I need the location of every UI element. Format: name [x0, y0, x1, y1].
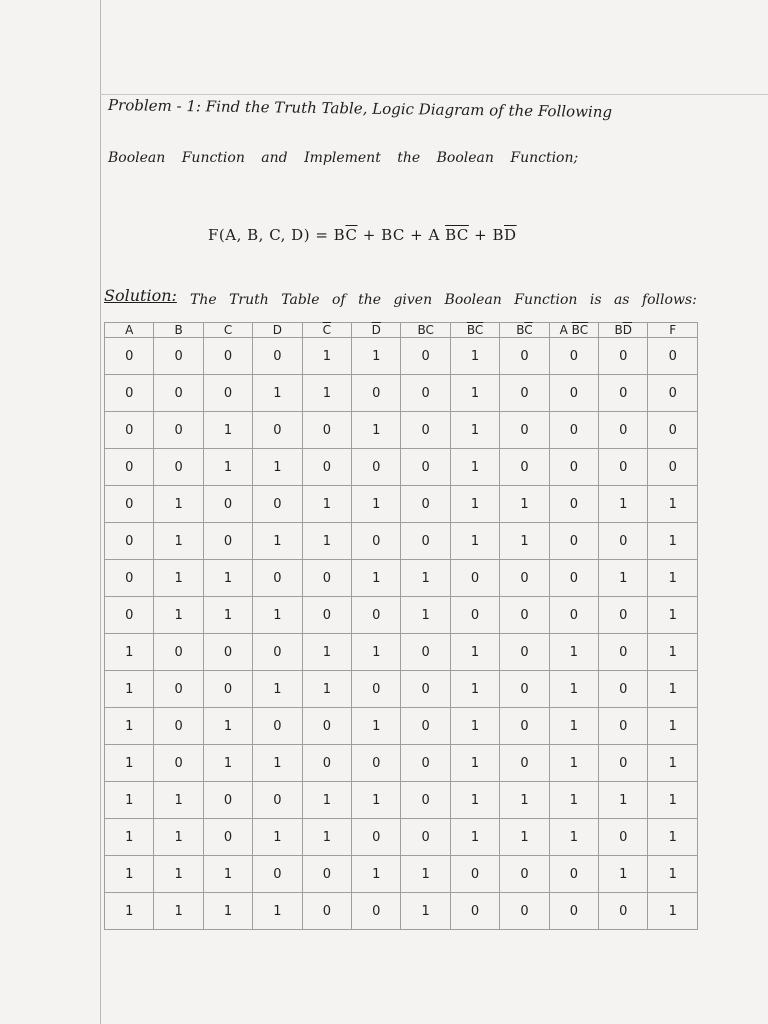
- column-header-complement-text: $\overline{D}$: [371, 323, 381, 337]
- table-cell: 0: [401, 671, 450, 708]
- table-cell: 1: [302, 782, 351, 819]
- table-cell: 1: [352, 708, 401, 745]
- table-cell: 1: [450, 338, 499, 375]
- table-cell: 0: [352, 893, 401, 930]
- column-header: [253, 323, 302, 338]
- table-cell: 0: [302, 412, 351, 449]
- column-header-complement-text: $\overline{C}$: [524, 323, 533, 337]
- table-cell: 1: [549, 782, 598, 819]
- table-cell: 0: [401, 412, 450, 449]
- table-cell: 0: [352, 671, 401, 708]
- table-cell: 1: [648, 560, 698, 597]
- table-row: [105, 782, 698, 819]
- table-cell: 0: [500, 560, 549, 597]
- table-cell: 0: [401, 634, 450, 671]
- table-cell: 1: [302, 671, 351, 708]
- table-cell: 0: [253, 560, 302, 597]
- table-cell: 0: [599, 893, 648, 930]
- problem-statement-line-2: Boolean Function and Implement the Boolean Function;: [108, 150, 579, 166]
- table-cell: 1: [500, 523, 549, 560]
- table-cell: 0: [549, 338, 598, 375]
- table-cell: 1: [302, 486, 351, 523]
- table-cell: 0: [599, 708, 648, 745]
- table-row: [105, 819, 698, 856]
- table-cell: 1: [105, 819, 154, 856]
- table-cell: 0: [302, 449, 351, 486]
- table-cell: 1: [648, 856, 698, 893]
- table-cell: 1: [253, 745, 302, 782]
- table-cell: 1: [203, 745, 252, 782]
- problem-statement-line-1: Problem - 1: Find the Truth Table, Logic Diagram of the Following: [107, 96, 613, 122]
- table-cell: 1: [648, 893, 698, 930]
- table-cell: 1: [105, 745, 154, 782]
- table-cell: 1: [401, 560, 450, 597]
- formula-term-1: B: [333, 226, 346, 244]
- table-cell: 1: [450, 745, 499, 782]
- table-cell: 0: [154, 745, 203, 782]
- table-cell: 1: [105, 671, 154, 708]
- table-cell: 1: [549, 819, 598, 856]
- table-cell: 1: [401, 856, 450, 893]
- table-cell: 1: [549, 634, 598, 671]
- table-row: [105, 671, 698, 708]
- table-cell: 0: [302, 745, 351, 782]
- table-cell: 0: [203, 782, 252, 819]
- table-cell: 0: [302, 708, 351, 745]
- table-cell: 1: [302, 634, 351, 671]
- column-header-text: B: [614, 323, 623, 337]
- column-header: [302, 323, 351, 338]
- table-cell: 0: [154, 412, 203, 449]
- table-cell: 1: [450, 782, 499, 819]
- formula-term-4-bar: $\overline{D}$: [504, 226, 517, 244]
- table-cell: 1: [253, 819, 302, 856]
- table-cell: 1: [302, 375, 351, 412]
- table-cell: 0: [105, 449, 154, 486]
- table-cell: 1: [352, 486, 401, 523]
- column-header: [401, 323, 450, 338]
- truth-table: [104, 322, 698, 930]
- table-cell: 1: [203, 856, 252, 893]
- table-cell: 1: [599, 560, 648, 597]
- table-cell: 0: [352, 375, 401, 412]
- table-cell: 0: [105, 560, 154, 597]
- table-cell: 0: [401, 782, 450, 819]
- table-cell: 0: [105, 412, 154, 449]
- table-cell: 1: [450, 412, 499, 449]
- table-cell: 1: [302, 819, 351, 856]
- table-cell: 1: [203, 560, 252, 597]
- table-cell: 0: [352, 449, 401, 486]
- column-header: [450, 323, 499, 338]
- column-header: [105, 323, 154, 338]
- table-cell: 0: [352, 597, 401, 634]
- table-cell: 0: [253, 486, 302, 523]
- table-cell: 1: [154, 560, 203, 597]
- boolean-function: [208, 226, 517, 244]
- column-header-text: B: [516, 323, 525, 337]
- column-header: [154, 323, 203, 338]
- formula-term-1-bar: $\overline{C}$: [345, 226, 358, 244]
- table-cell: 0: [549, 523, 598, 560]
- table-cell: 0: [500, 449, 549, 486]
- table-cell: 1: [648, 597, 698, 634]
- truth-table-body: [105, 338, 698, 930]
- margin-line: [100, 0, 101, 1024]
- table-cell: 0: [648, 449, 698, 486]
- table-cell: 1: [302, 523, 351, 560]
- table-cell: 1: [648, 523, 698, 560]
- table-cell: 0: [500, 338, 549, 375]
- table-cell: 1: [253, 671, 302, 708]
- table-cell: 1: [500, 486, 549, 523]
- table-cell: 1: [352, 412, 401, 449]
- table-cell: 0: [500, 893, 549, 930]
- table-cell: 1: [253, 523, 302, 560]
- table-cell: 0: [203, 819, 252, 856]
- table-cell: 1: [105, 893, 154, 930]
- table-cell: 0: [450, 893, 499, 930]
- table-cell: 1: [450, 671, 499, 708]
- table-cell: 1: [154, 523, 203, 560]
- table-cell: 0: [599, 523, 648, 560]
- table-cell: 1: [549, 708, 598, 745]
- table-cell: 0: [154, 634, 203, 671]
- formula-term-2: + BC + A: [362, 226, 440, 244]
- table-cell: 0: [154, 671, 203, 708]
- table-cell: 1: [549, 745, 598, 782]
- table-cell: 1: [253, 893, 302, 930]
- table-cell: 0: [500, 375, 549, 412]
- table-cell: 1: [450, 819, 499, 856]
- table-cell: 0: [450, 597, 499, 634]
- table-cell: 1: [599, 856, 648, 893]
- table-cell: 1: [203, 708, 252, 745]
- table-cell: 0: [253, 856, 302, 893]
- table-cell: 0: [401, 745, 450, 782]
- table-cell: 0: [549, 893, 598, 930]
- column-header-text: A: [559, 323, 572, 337]
- column-header-text: A: [125, 323, 134, 337]
- table-row: [105, 375, 698, 412]
- table-cell: 1: [105, 856, 154, 893]
- table-cell: 1: [500, 782, 549, 819]
- table-cell: 1: [450, 708, 499, 745]
- table-row: [105, 412, 698, 449]
- table-cell: 1: [203, 893, 252, 930]
- table-cell: 0: [154, 708, 203, 745]
- table-cell: 1: [401, 893, 450, 930]
- table-cell: 1: [105, 782, 154, 819]
- table-row: [105, 708, 698, 745]
- column-header: [352, 323, 401, 338]
- column-header-complement-text: $\overline{C}$: [322, 323, 332, 337]
- table-cell: 1: [401, 597, 450, 634]
- table-cell: 0: [599, 375, 648, 412]
- table-cell: 0: [500, 671, 549, 708]
- table-cell: 0: [253, 412, 302, 449]
- table-cell: 1: [253, 597, 302, 634]
- table-cell: 0: [500, 856, 549, 893]
- table-cell: 0: [599, 745, 648, 782]
- table-cell: 0: [401, 449, 450, 486]
- table-cell: 1: [450, 449, 499, 486]
- table-cell: 0: [549, 375, 598, 412]
- table-cell: 0: [352, 745, 401, 782]
- table-cell: 1: [105, 708, 154, 745]
- table-row: [105, 856, 698, 893]
- table-cell: 1: [648, 486, 698, 523]
- table-cell: 1: [648, 671, 698, 708]
- table-cell: 1: [352, 560, 401, 597]
- table-cell: 1: [154, 597, 203, 634]
- table-cell: 0: [203, 375, 252, 412]
- solution-text: The Truth Table of the given Boolean Function is as follows:: [190, 292, 697, 308]
- table-cell: 1: [352, 338, 401, 375]
- table-cell: 0: [549, 412, 598, 449]
- table-cell: 1: [105, 634, 154, 671]
- table-cell: 0: [401, 708, 450, 745]
- table-cell: 0: [549, 560, 598, 597]
- table-cell: 1: [154, 856, 203, 893]
- table-cell: 0: [105, 523, 154, 560]
- table-cell: 0: [154, 375, 203, 412]
- column-header: [500, 323, 549, 338]
- table-cell: 0: [599, 819, 648, 856]
- formula-lhs: F(A, B, C, D) =: [208, 226, 329, 244]
- table-row: [105, 523, 698, 560]
- table-cell: 0: [253, 782, 302, 819]
- table-cell: 0: [253, 708, 302, 745]
- table-cell: 0: [450, 560, 499, 597]
- column-header-complement-text: $\overline{BC}$: [466, 323, 484, 337]
- table-row: [105, 486, 698, 523]
- table-cell: 0: [401, 486, 450, 523]
- header-rule-line: [100, 94, 768, 95]
- table-row: [105, 597, 698, 634]
- column-header-text: BC: [417, 323, 434, 337]
- formula-term-4: + B: [474, 226, 505, 244]
- column-header-text: F: [669, 323, 677, 337]
- table-cell: 1: [253, 375, 302, 412]
- table-cell: 0: [549, 449, 598, 486]
- table-cell: 1: [500, 819, 549, 856]
- table-cell: 0: [599, 597, 648, 634]
- table-cell: 0: [302, 856, 351, 893]
- table-cell: 0: [302, 560, 351, 597]
- table-cell: 0: [599, 412, 648, 449]
- table-cell: 0: [105, 338, 154, 375]
- table-cell: 0: [253, 338, 302, 375]
- table-cell: 1: [302, 338, 351, 375]
- table-cell: 1: [203, 412, 252, 449]
- table-cell: 0: [599, 634, 648, 671]
- table-cell: 1: [648, 782, 698, 819]
- column-header: [599, 323, 648, 338]
- table-cell: 0: [105, 486, 154, 523]
- column-header-text: C: [223, 323, 233, 337]
- table-row: [105, 449, 698, 486]
- table-cell: 0: [401, 523, 450, 560]
- column-header: [549, 323, 598, 338]
- table-cell: 0: [203, 486, 252, 523]
- column-header: [648, 323, 698, 338]
- table-cell: 1: [253, 449, 302, 486]
- column-header-text: D: [272, 323, 283, 337]
- table-cell: 1: [450, 375, 499, 412]
- table-cell: 1: [203, 597, 252, 634]
- column-header-complement-text: $\overline{D}$: [622, 323, 632, 337]
- table-cell: 1: [648, 819, 698, 856]
- table-cell: 0: [549, 856, 598, 893]
- table-cell: 1: [648, 708, 698, 745]
- table-cell: 0: [648, 412, 698, 449]
- table-cell: 0: [154, 338, 203, 375]
- truth-table-header-row: [105, 323, 698, 338]
- table-cell: 0: [500, 597, 549, 634]
- table-cell: 0: [302, 597, 351, 634]
- table-cell: 0: [500, 634, 549, 671]
- table-cell: 0: [253, 634, 302, 671]
- table-cell: 0: [599, 671, 648, 708]
- table-cell: 1: [352, 856, 401, 893]
- table-cell: 0: [203, 338, 252, 375]
- solution-label: Solution:: [104, 286, 177, 305]
- table-row: [105, 560, 698, 597]
- column-header: [203, 323, 252, 338]
- table-cell: 0: [500, 412, 549, 449]
- table-cell: 0: [450, 856, 499, 893]
- table-cell: 1: [450, 634, 499, 671]
- table-cell: 0: [401, 338, 450, 375]
- table-cell: 0: [203, 523, 252, 560]
- table-cell: 1: [648, 634, 698, 671]
- table-cell: 0: [599, 449, 648, 486]
- table-cell: 0: [154, 449, 203, 486]
- table-cell: 1: [599, 486, 648, 523]
- table-cell: 1: [154, 782, 203, 819]
- table-cell: 0: [352, 819, 401, 856]
- table-cell: 1: [154, 819, 203, 856]
- table-cell: 1: [599, 782, 648, 819]
- table-cell: 0: [401, 819, 450, 856]
- table-cell: 0: [203, 671, 252, 708]
- table-cell: 0: [105, 597, 154, 634]
- table-row: [105, 893, 698, 930]
- table-cell: 0: [549, 597, 598, 634]
- table-cell: 1: [352, 634, 401, 671]
- table-cell: 0: [401, 375, 450, 412]
- table-cell: 0: [352, 523, 401, 560]
- table-row: [105, 338, 698, 375]
- table-row: [105, 634, 698, 671]
- table-cell: 0: [549, 486, 598, 523]
- table-cell: 1: [549, 671, 598, 708]
- table-cell: 1: [203, 449, 252, 486]
- table-cell: 0: [203, 634, 252, 671]
- table-row: [105, 745, 698, 782]
- table-cell: 1: [154, 893, 203, 930]
- table-cell: 0: [105, 375, 154, 412]
- table-cell: 0: [302, 893, 351, 930]
- table-cell: 0: [500, 745, 549, 782]
- table-cell: 1: [154, 486, 203, 523]
- table-cell: 1: [352, 782, 401, 819]
- column-header-text: B: [174, 323, 183, 337]
- table-cell: 1: [450, 486, 499, 523]
- table-cell: 0: [648, 375, 698, 412]
- table-cell: 1: [450, 523, 499, 560]
- column-header-complement-text: $\overline{BC}$: [571, 323, 589, 337]
- table-cell: 0: [648, 338, 698, 375]
- table-cell: 0: [599, 338, 648, 375]
- table-cell: 1: [648, 745, 698, 782]
- table-cell: 0: [500, 708, 549, 745]
- formula-term-3-bar: $\overline{BC}$: [445, 226, 469, 244]
